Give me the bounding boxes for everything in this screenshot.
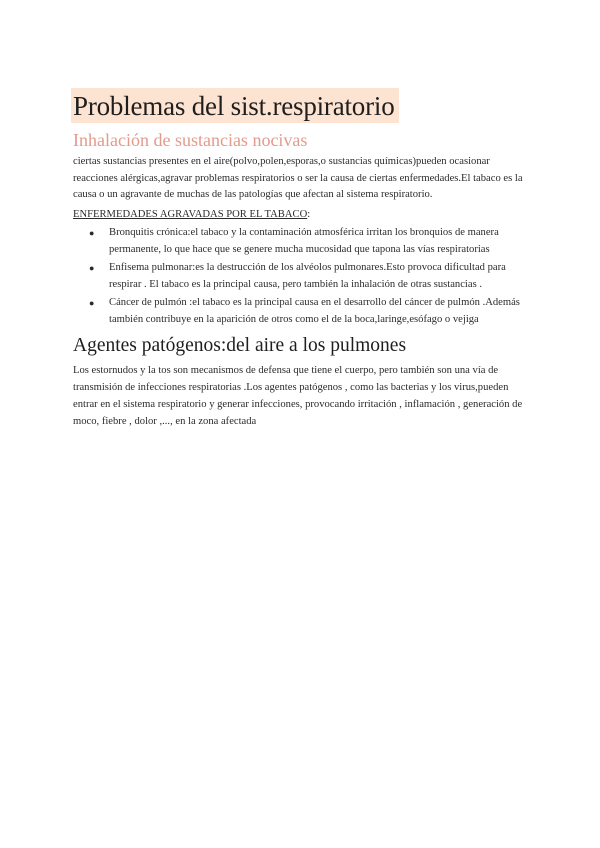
document-page (73, 88, 533, 430)
bullet-icon: ● (89, 228, 95, 238)
page-title: Problemas del sist.respiratorio (73, 91, 395, 121)
section-paragraph-inhalacion: ciertas sustancias presentes en el aire(polvo,polen,esporas,o sustancias químicas)pueden ocasionar reacciones alérgicas,agravar problemas respiratorios o ser la causa de ciertas enfermedades.El tabaco es la causa o un agravante de muchas de las patologías que afectan al sistema respiratorio. (73, 156, 523, 200)
list-item-text: Enfisema pulmonar:es la destrucción de los alvéolos pulmonares.Esto provoca dificultad para respirar . El tabaco es la principal causa, pero también la inhalación de otras sustancias . (109, 262, 506, 290)
list-heading: ENFERMEDADES AGRAVADAS POR EL TABACO (73, 208, 308, 220)
list-item-text: Cáncer de pulmón :el tabaco es la principal causa en el desarrollo del cáncer de pulmón .Además también contribuye en la aparición de otros como el de la boca,laringe,esófago o vejiga (109, 297, 520, 325)
disease-list (73, 225, 533, 328)
list-item (89, 260, 533, 293)
section-heading-agentes: Agentes patógenos:del aire a los pulmones (73, 335, 407, 356)
section-paragraph-agentes: Los estornudos y la tos son mecanismos de defensa que tiene el cuerpo, pero también son una vía de transmisión de infecciones respiratorias .Los agentes patógenos , como las bacterias y los virus,pueden entrar en el sistema respiratorio y generar infecciones, provocando irritación , inflamación , generación de moco, fiebre , dolor ,..., en la zona afectada (73, 365, 523, 427)
title-highlight (71, 88, 399, 123)
list-item (89, 225, 533, 258)
list-heading-colon: : (307, 208, 311, 220)
list-heading-line (73, 204, 533, 224)
bullet-icon: ● (89, 263, 95, 273)
section-heading-inhalacion: Inhalación de sustancias nocivas (73, 130, 308, 150)
bullet-icon: ● (89, 298, 95, 308)
list-item-text: Bronquitis crónica:el tabaco y la contaminación atmosférica irritan los bronquios de manera permanente, lo que hace que se genere mucha mucosidad que tapona las vías respiratorias (109, 227, 499, 255)
list-item (89, 295, 533, 328)
